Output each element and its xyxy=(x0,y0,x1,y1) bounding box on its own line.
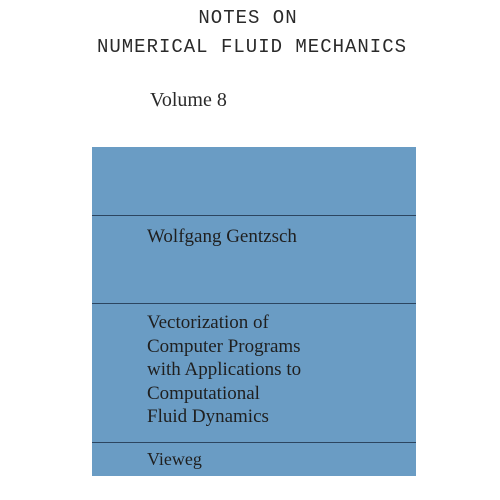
divider-bottom xyxy=(92,442,416,443)
author-name: Wolfgang Gentzsch xyxy=(147,226,297,247)
book-title-line: Computational xyxy=(147,382,260,404)
series-title-line-2: NUMERICAL FLUID MECHANICS xyxy=(96,36,408,58)
publisher-name: Vieweg xyxy=(147,449,202,469)
book-title-line: with Applications to xyxy=(147,359,302,380)
divider-top xyxy=(92,215,416,216)
series-title-line-1: NOTES ON xyxy=(198,7,298,29)
volume-number: Volume 8 xyxy=(150,89,227,111)
cover-panel xyxy=(92,147,416,476)
book-title-line: Fluid Dynamics xyxy=(147,406,269,427)
divider-middle xyxy=(92,303,416,304)
book-title xyxy=(147,311,301,429)
book-title-line: Computer Programs xyxy=(147,335,301,357)
book-title-line: Vectorization of xyxy=(147,312,269,333)
